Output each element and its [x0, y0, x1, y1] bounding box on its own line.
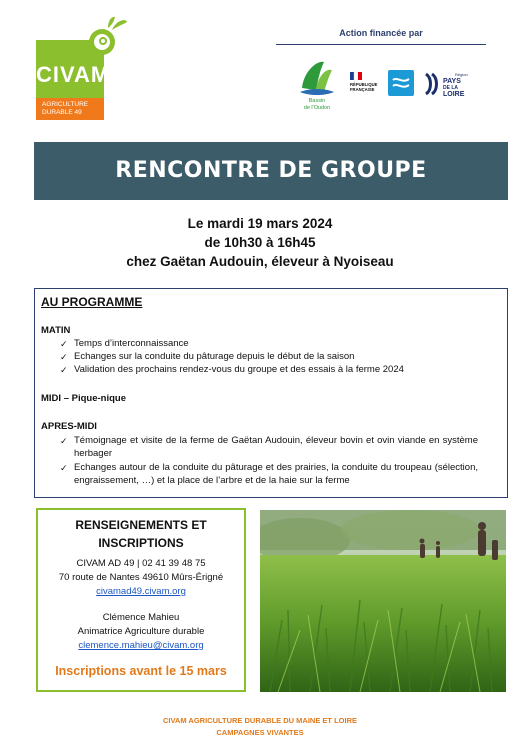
apres-midi-item-text: Témoignage et visite de la ferme de Gaëtan Audouin, éleveur bovin et ovin viande en système herbager: [74, 435, 478, 459]
oudon-text-2: de l'Oudon: [303, 105, 331, 111]
email-link[interactable]: clemence.mahieu@civam.org: [78, 640, 204, 651]
apres-midi-heading: APRES-MIDI: [41, 421, 97, 432]
civam-subtitle-line1: AGRICULTURE: [42, 101, 89, 108]
matin-heading: MATIN: [41, 325, 71, 336]
bassin-oudon-logo: [294, 56, 340, 112]
oudon-text-1: Bassin: [308, 98, 326, 104]
pdl-text-4: LOIRE: [443, 91, 465, 98]
apres-midi-item: [60, 435, 478, 460]
info-website-row: [36, 586, 246, 597]
funded-by-label: Action financée par: [339, 28, 423, 38]
rf-text-2: FRANÇAISE: [350, 87, 375, 92]
info-org-phone: CIVAM AD 49 | 02 41 39 48 75: [76, 558, 206, 569]
check-icon: ✓: [60, 352, 68, 362]
info-address: 70 route de Nantes 49610 Mûrs-Érigné: [58, 572, 224, 583]
agence-eau-logo: [388, 70, 414, 96]
info-contact-role: Animatrice Agriculture durable: [77, 626, 205, 637]
matin-item-text: Temps d’interconnaissance: [74, 338, 189, 349]
banner-title: RENCONTRE DE GROUPE: [115, 158, 427, 183]
matin-item: [60, 351, 500, 364]
check-icon: ✓: [60, 436, 68, 446]
check-icon: ✓: [60, 365, 68, 375]
programme-title: AU PROGRAMME: [41, 295, 143, 309]
info-title-line2: INSCRIPTIONS: [98, 536, 184, 550]
civam-swirl-icon: [82, 16, 128, 62]
matin-item: [60, 364, 500, 377]
footer-line-2: CAMPAGNES VIVANTES: [216, 728, 304, 737]
rf-text-1: RÉPUBLIQUE: [350, 82, 378, 87]
apres-midi-item: [60, 462, 478, 487]
pdl-text-1: Région: [455, 72, 468, 77]
civam-logo-text: CIVAM: [36, 62, 111, 87]
registration-deadline: Inscriptions avant le 15 mars: [55, 664, 227, 678]
pdl-text-2: PAYS: [443, 78, 461, 85]
event-place: chez Gaëtan Audouin, éleveur à Nyoiseau: [126, 254, 394, 269]
civam-subtitle-line2: DURABLE 49: [42, 109, 82, 116]
matin-item-text: Validation des prochains rendez-vous du groupe et des essais à la ferme 2024: [74, 364, 404, 375]
website-link[interactable]: civamad49.civam.org: [96, 586, 186, 597]
matin-item-text: Echanges sur la conduite du pâturage depuis le début de la saison: [74, 351, 355, 362]
civam-logo-subtitle: [36, 98, 104, 120]
region-pays-de-la-loire-logo: [424, 70, 474, 98]
funded-by-divider: [276, 44, 486, 45]
pasture-photo: [260, 510, 506, 692]
info-title-line1: RENSEIGNEMENTS ET: [75, 518, 207, 532]
event-date: Le mardi 19 mars 2024: [187, 216, 333, 231]
matin-item: [60, 338, 500, 351]
pdl-text-3: DE LA: [443, 85, 458, 91]
midi-heading: MIDI – Pique-nique: [41, 393, 126, 404]
info-email-row: [36, 640, 246, 651]
republique-francaise-logo: [348, 70, 384, 98]
check-icon: ✓: [60, 339, 68, 349]
apres-midi-item-text: Echanges autour de la conduite du pâturage et des prairies, la conduite du troupeau (sélection, engraissement, …) et la place de l’arbre et de la haie sur la ferme: [74, 462, 478, 486]
footer-line-1: CIVAM AGRICULTURE DURABLE DU MAINE ET LOIRE: [162, 716, 358, 725]
event-time: de 10h30 à 16h45: [204, 235, 316, 250]
check-icon: ✓: [60, 463, 68, 473]
info-contact-name: Clémence Mahieu: [102, 612, 180, 623]
